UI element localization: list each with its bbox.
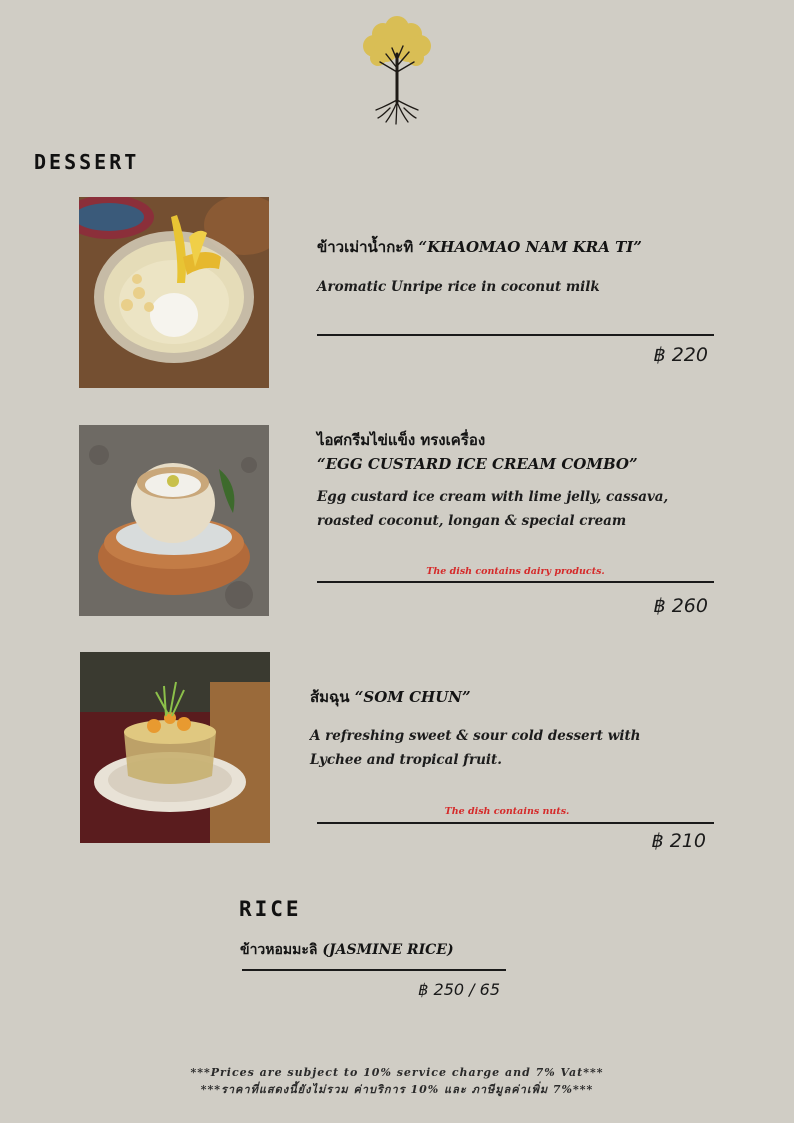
- item-name-english: “KHAOMAO NAM KRA TI”: [418, 238, 642, 256]
- som-chun-photo: [80, 652, 270, 843]
- divider: [317, 334, 714, 336]
- item-description-line: Lychee and tropical fruit.: [310, 752, 502, 768]
- tree-logo-icon: [356, 10, 438, 126]
- section-title-dessert: DESSERT: [34, 150, 140, 174]
- egg-custard-ice-cream-photo: [79, 425, 269, 616]
- menu-item-title: [317, 235, 642, 259]
- item-name-english: “EGG CUSTARD ICE CREAM COMBO”: [317, 455, 638, 473]
- menu-item-title: [310, 685, 471, 709]
- khaomao-dessert-photo: [79, 197, 269, 388]
- item-description: [317, 485, 668, 533]
- divider: [317, 581, 714, 583]
- item-price: ฿ 260: [653, 595, 708, 617]
- item-price: ฿ 250 / 65: [418, 980, 500, 999]
- item-description: Aromatic Unripe rice in coconut milk: [317, 279, 600, 295]
- divider: [317, 822, 714, 824]
- footnote-thai: ***ราคาที่แสดงนี้ยังไม่รวม ค่าบริการ 10% และ ภาษีมูลค่าเพิ่ม 7%***: [200, 1083, 594, 1096]
- menu-item-title: [317, 428, 638, 476]
- section-title-rice: RICE: [239, 897, 302, 921]
- divider: [242, 969, 506, 971]
- menu-item-title: [240, 938, 454, 962]
- item-name-thai: ส้มฉุน: [310, 688, 350, 706]
- item-name-english: “SOM CHUN”: [354, 688, 471, 706]
- footnote-english: ***Prices are subject to 10% service charge and 7% Vat***: [190, 1066, 604, 1079]
- allergen-notice: The dish contains dairy products.: [426, 566, 605, 577]
- item-name-english: (JASMINE RICE): [322, 942, 454, 958]
- item-name-thai: ข้าวเม่าน้ำกะทิ: [317, 238, 414, 256]
- item-price: ฿ 210: [651, 830, 706, 852]
- item-name-thai: ไอศกรีมไข่แข็ง ทรงเครื่อง: [317, 431, 486, 449]
- item-description-line: A refreshing sweet & sour cold dessert with: [310, 728, 641, 744]
- item-description-line: Egg custard ice cream with lime jelly, cassava,: [317, 489, 669, 505]
- item-name-thai: ข้าวหอมมะลิ: [240, 942, 318, 958]
- item-price: ฿ 220: [653, 344, 708, 366]
- item-description-line: roasted coconut, longan & special cream: [317, 513, 627, 529]
- item-description: [310, 724, 641, 772]
- allergen-notice: The dish contains nuts.: [444, 806, 570, 817]
- pricing-footnote: [0, 1064, 794, 1098]
